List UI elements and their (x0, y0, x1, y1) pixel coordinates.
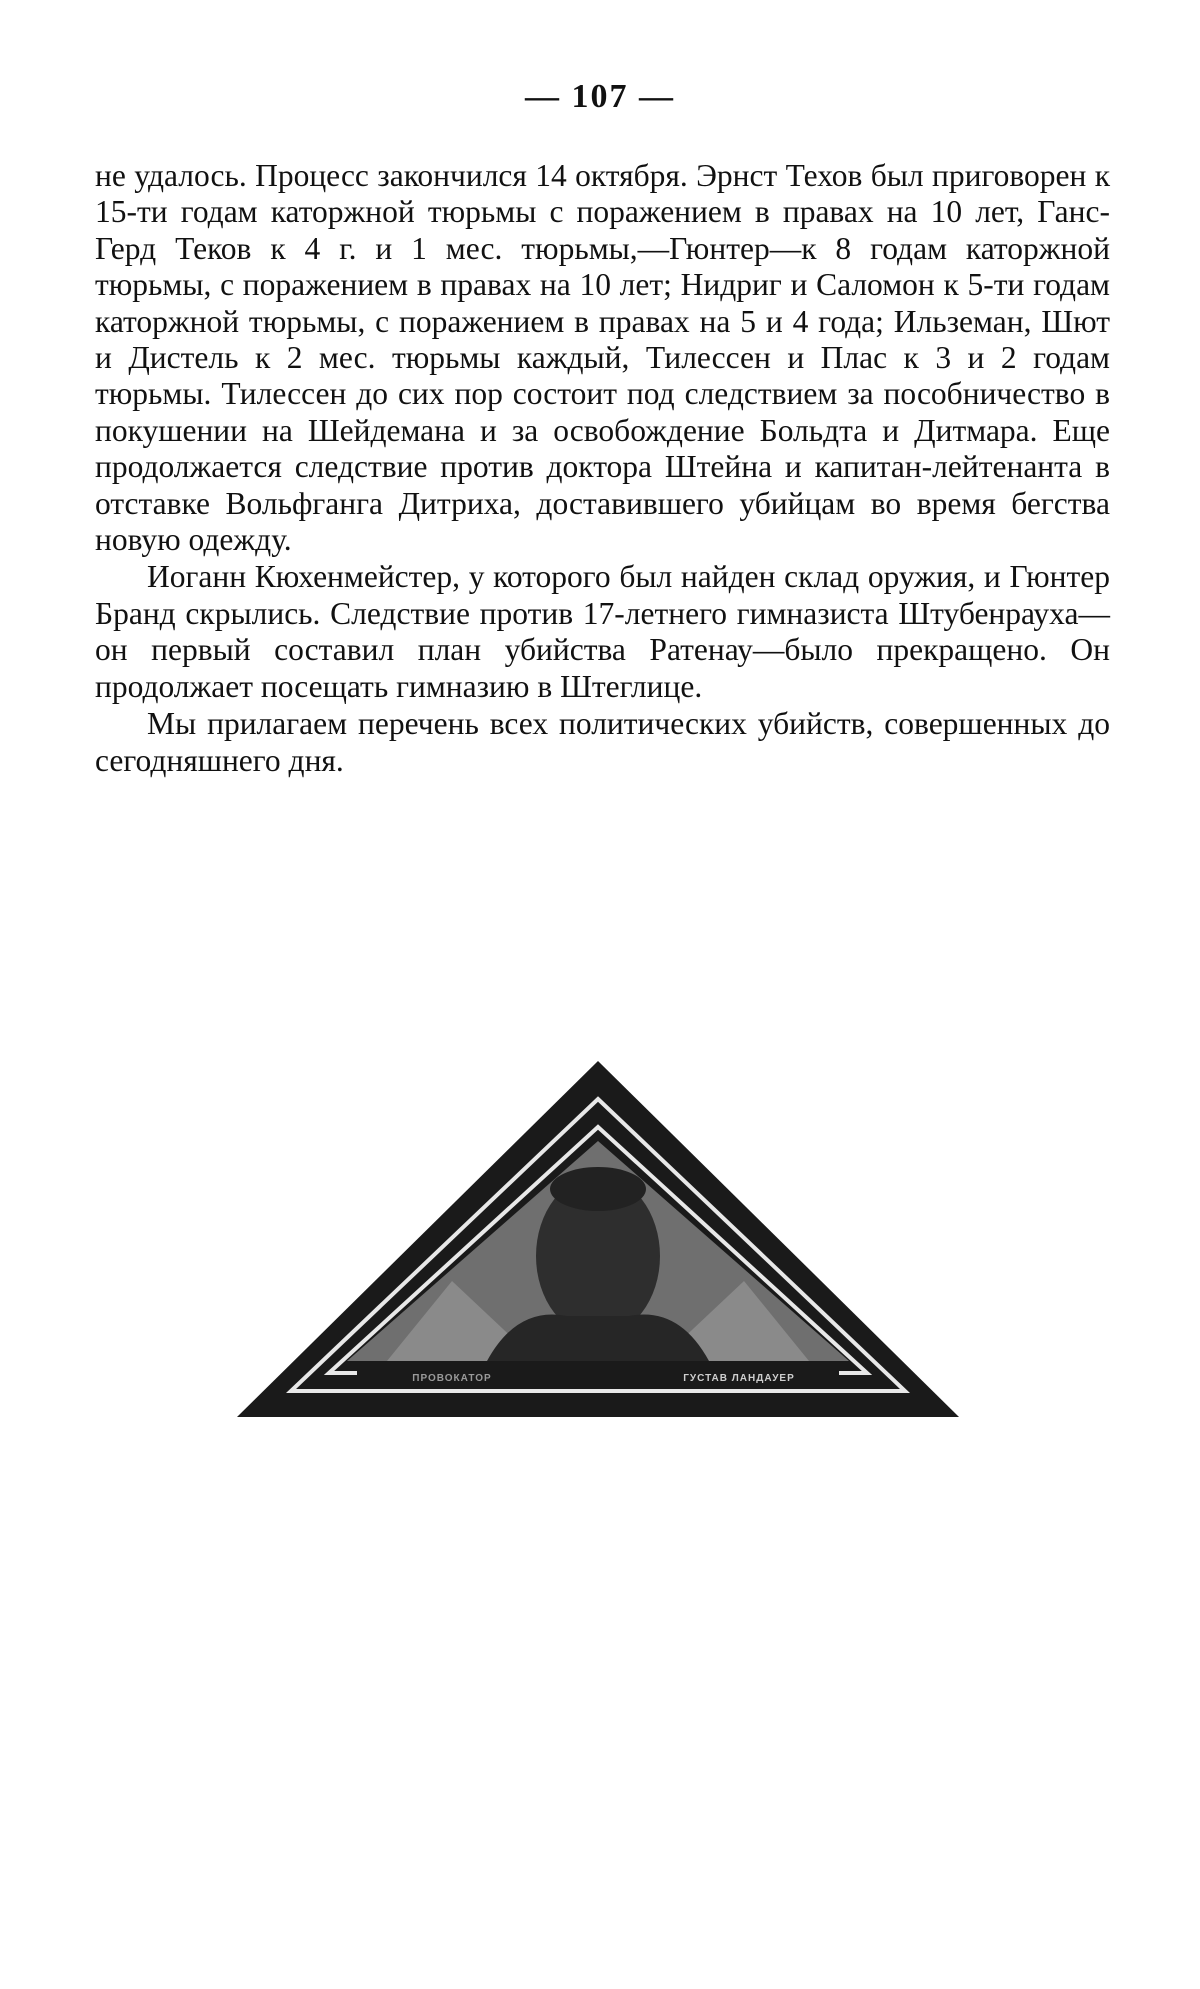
paragraph-2: Иоганн Кюхенмейстер, у которого был найден склад оружия, и Гюнтер Бранд скрылись. Следствие против 17-летнего гимназиста Штубенрауха—он первый составил план убийства Ратенау—было прекращено. Он продолжает посещать гимназию в Штеглице. (95, 559, 1110, 704)
stamp-svg (237, 1061, 959, 1417)
stamp-caption-left: ПРОВОКАТОР (412, 1373, 492, 1384)
body-text (95, 158, 1110, 779)
portrait-hair (550, 1167, 646, 1211)
stamp-caption-right: ГУСТАВ ЛАНДАУЕР (683, 1373, 795, 1384)
paragraph-1: не удалось. Процесс закончился 14 октября. Эрнст Техов был приговорен к 15-ти годам каторжной тюрьмы с поражением в правах на 10 лет, Ганс-Герд Теков к 4 г. и 1 мес. тюрьмы,—Гюнтер—к 8 годам каторжной тюрьмы, с поражением в правах на 10 лет; Нидриг и Саломон к 5-ти годам каторжной тюрьмы, с поражением в правах на 5 и 4 года; Ильземан, Шют и Дистель к 2 мес. тюрьмы каждый, Тилессен и Плас к 3 и 2 годам тюрьмы. Тилессен до сих пор состоит под следствием за пособничество в покушении на Шейдемана и за освобождение Больдта и Дитмара. Еще продолжается следствие против доктора Штейна и капитан-лейтенанта в отставке Вольфганга Дитриха, доставившего убийцам во время бегства новую одежду. (95, 158, 1110, 558)
page-number: — 107 — (525, 78, 675, 115)
triangular-stamp-illustration (237, 1061, 959, 1417)
paragraph-3: Мы прилагаем перечень всех политических убийств, совершенных до сегодняшнего дня. (95, 706, 1110, 778)
